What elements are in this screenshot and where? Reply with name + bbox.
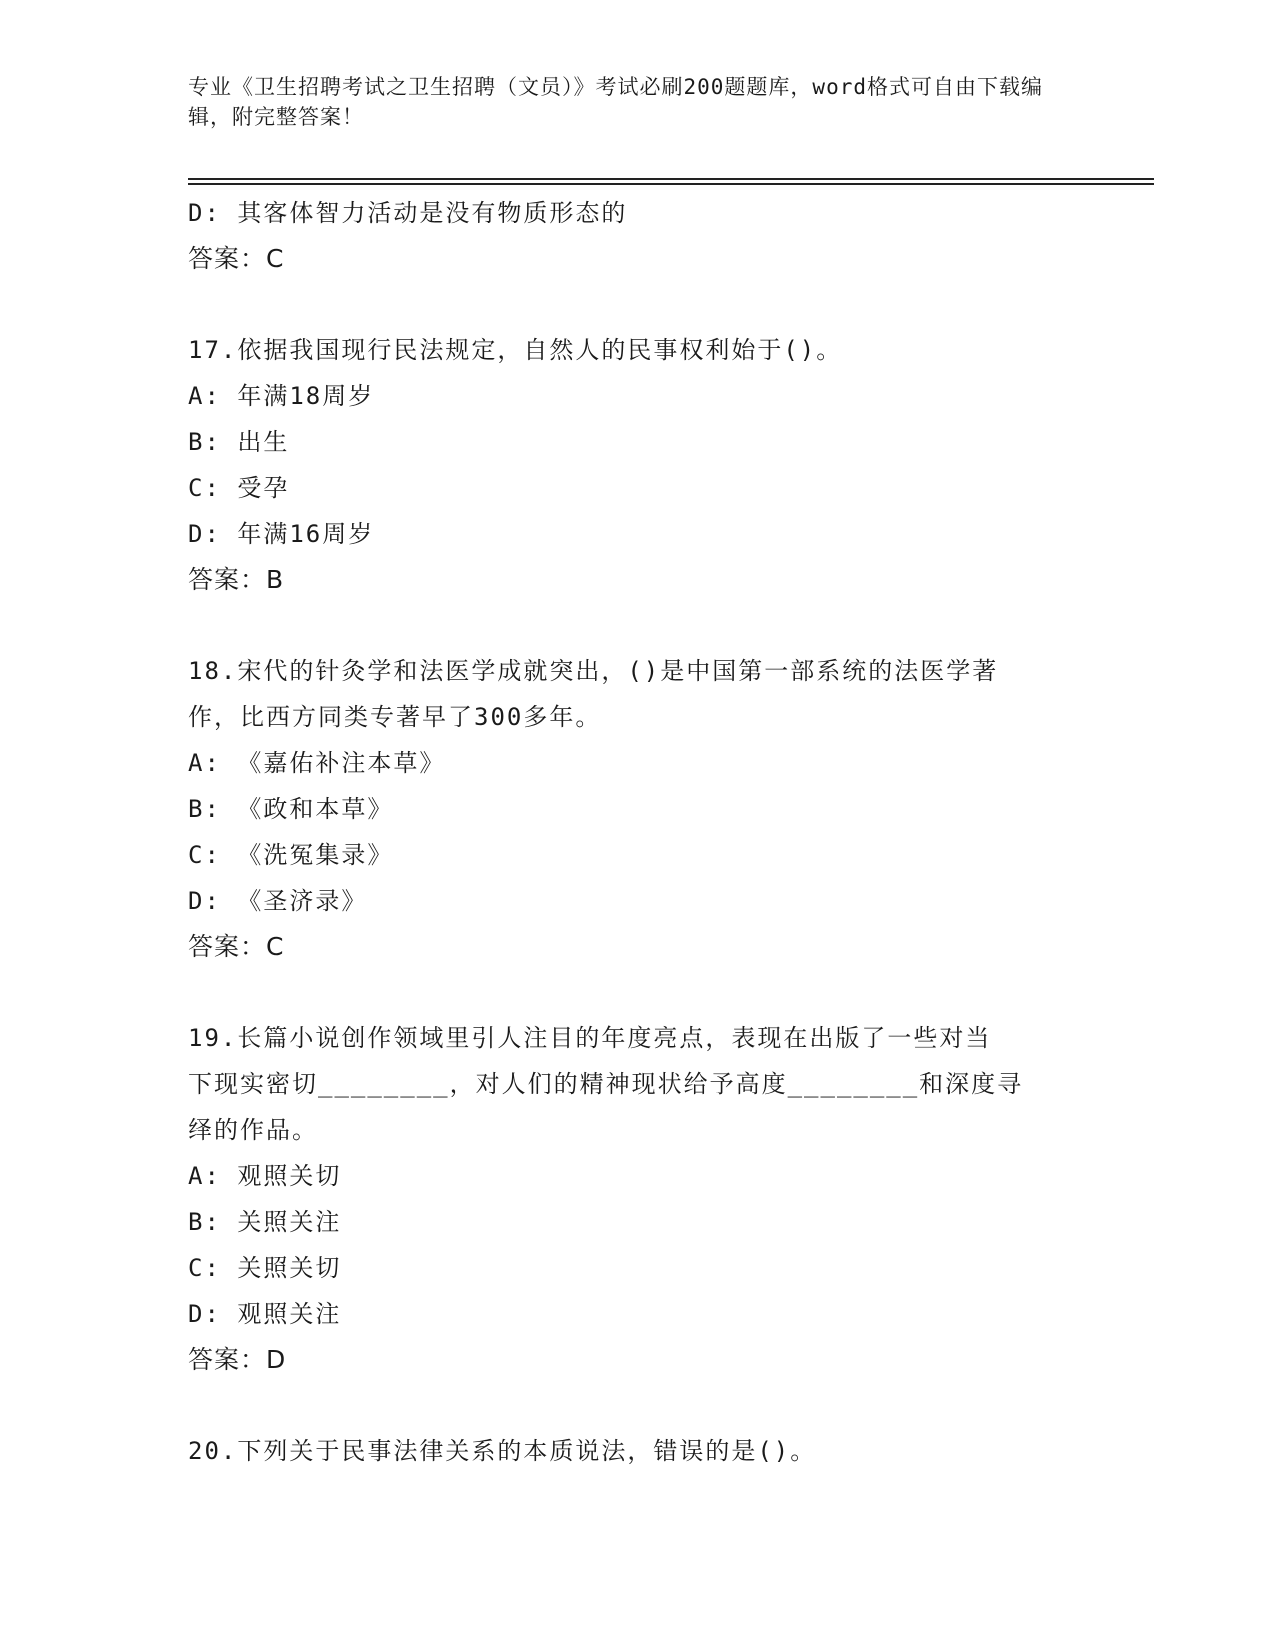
spacer bbox=[188, 282, 1088, 327]
question-stem: 20.下列关于民事法律关系的本质说法，错误的是()。 bbox=[188, 1437, 817, 1465]
header-text: 专业《卫生招聘考试之卫生招聘（文员）》考试必刷200题题库，word格式可自由下载编辑，附完整答案！ bbox=[188, 75, 1043, 129]
spacer bbox=[188, 603, 1088, 648]
header-divider-top bbox=[188, 178, 1154, 180]
question-stem-cont: 下现实密切________，对人们的精神现状给予高度________和深度寻 bbox=[188, 1070, 1024, 1098]
question-stem: 19.长篇小说创作领域里引人注目的年度亮点，表现在出版了一些对当 bbox=[188, 1024, 992, 1052]
option-d: D: 年满16周岁 bbox=[188, 520, 375, 548]
answer: 答案：C bbox=[188, 244, 285, 273]
header-divider-bottom bbox=[188, 183, 1154, 185]
answer: 答案：B bbox=[188, 565, 285, 594]
answer: 答案：D bbox=[188, 1345, 287, 1374]
option-d: D: 其客体智力活动是没有物质形态的 bbox=[188, 199, 628, 227]
option-a: A: 年满18周岁 bbox=[188, 382, 375, 410]
option-b: B: 关照关注 bbox=[188, 1208, 342, 1236]
option-c: C: 《洗冤集录》 bbox=[188, 841, 394, 869]
option-c: C: 关照关切 bbox=[188, 1254, 342, 1282]
question-17 bbox=[188, 327, 1088, 603]
option-d: D: 观照关注 bbox=[188, 1300, 342, 1328]
question-stem: 18.宋代的针灸学和法医学成就突出，()是中国第一部系统的法医学著 bbox=[188, 657, 999, 685]
question-stem-cont: 作，比西方同类专著早了300多年。 bbox=[188, 703, 602, 731]
question-18 bbox=[188, 648, 1088, 970]
question-20 bbox=[188, 1428, 1088, 1474]
question-stem: 17.依据我国现行民法规定，自然人的民事权利始于()。 bbox=[188, 336, 843, 364]
document-header bbox=[188, 72, 1068, 132]
option-b: B: 《政和本草》 bbox=[188, 795, 394, 823]
option-c: C: 受孕 bbox=[188, 474, 290, 502]
option-a: A: 观照关切 bbox=[188, 1162, 342, 1190]
question-list bbox=[188, 190, 1088, 1474]
option-d: D: 《圣济录》 bbox=[188, 887, 368, 915]
option-a: A: 《嘉佑补注本草》 bbox=[188, 749, 446, 777]
question-19 bbox=[188, 1015, 1088, 1383]
spacer bbox=[188, 1383, 1088, 1428]
question-stem-cont: 绎的作品。 bbox=[188, 1116, 318, 1144]
option-b: B: 出生 bbox=[188, 428, 290, 456]
spacer bbox=[188, 970, 1088, 1015]
answer: 答案：C bbox=[188, 932, 285, 961]
